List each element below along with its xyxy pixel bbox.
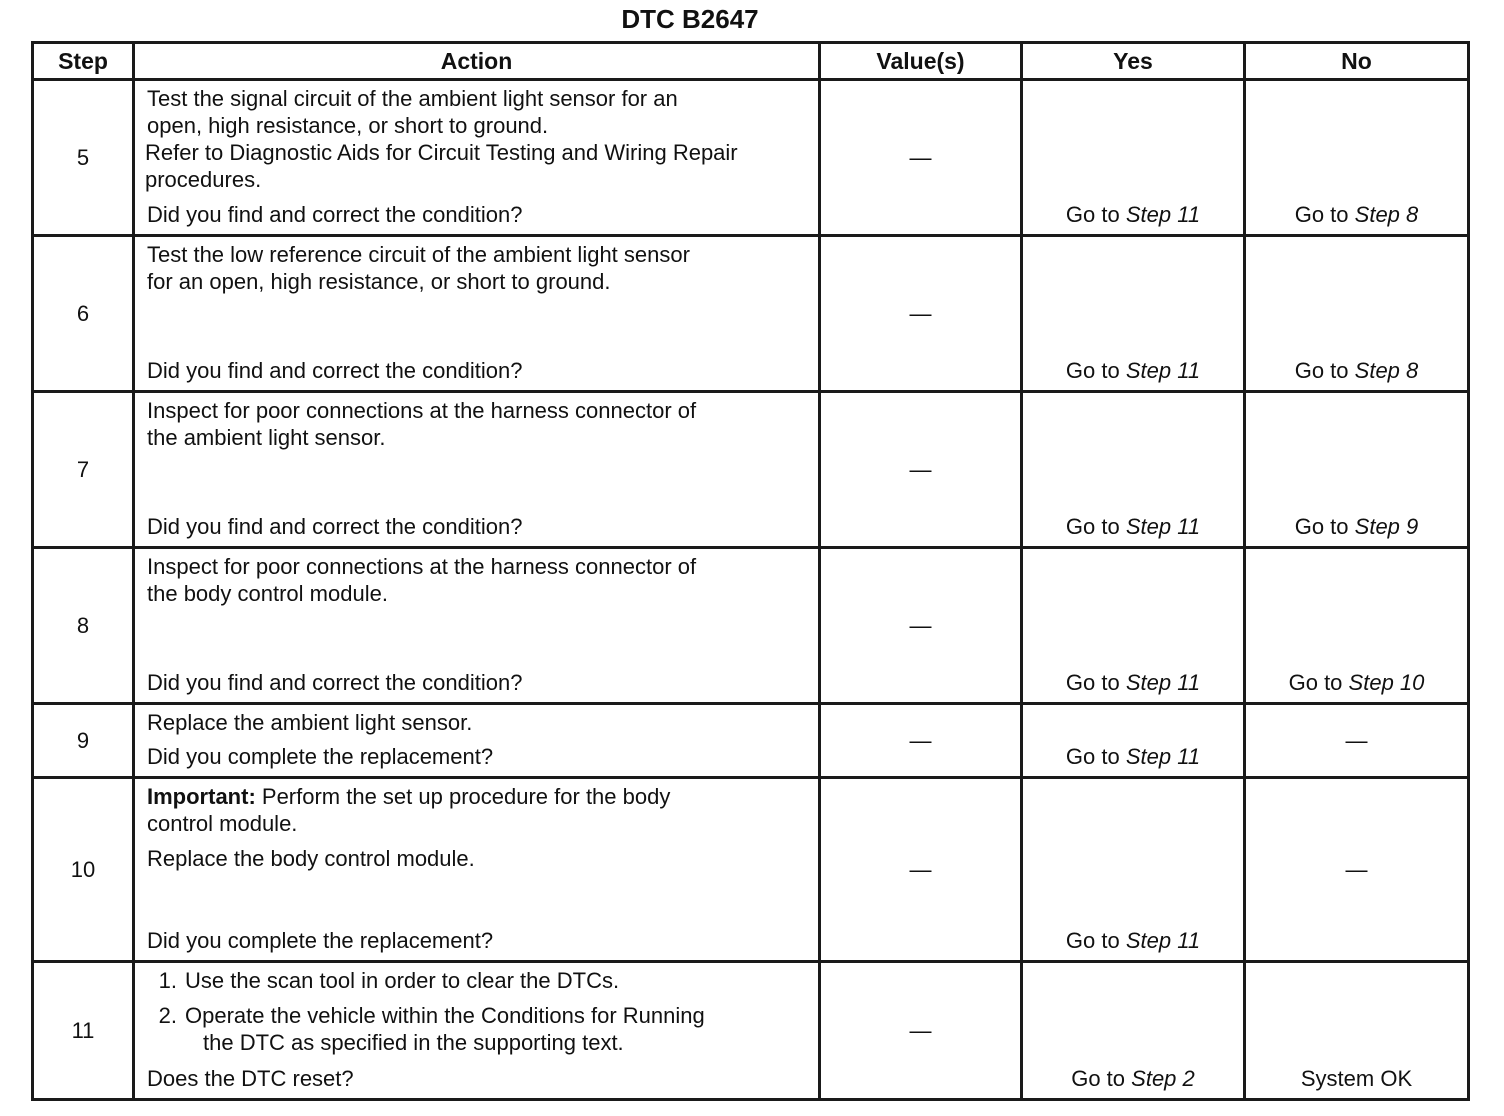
step-number: 8 [33,548,134,704]
action-cell [134,778,820,962]
page-title: DTC B2647 [621,4,759,34]
action-text: Replace the ambient light sensor. [147,710,473,735]
empty-value-dash: — [1345,727,1368,753]
yes-goto: Go to Step 11 [1065,514,1201,539]
header-row [33,43,1469,80]
yes-goto: Go to Step 11 [1065,928,1201,953]
list-item-continued: the DTC as specified in the supporting text. [203,1030,624,1055]
action-cell [134,80,820,236]
yes-goto: Go to Step 11 [1065,744,1201,769]
list-item: 2. Operate the vehicle within the Conditions for Running [158,1003,705,1028]
value-cell [820,704,1022,778]
empty-value-dash: — [909,1017,932,1043]
value-cell [820,80,1022,236]
no-cell [1245,778,1469,962]
action-text: procedures. [145,167,262,192]
no-goto: Go to Step 8 [1294,358,1419,383]
header-values: Value(s) [820,43,1022,80]
action-text: Test the signal circuit of the ambient light sensor for an [147,86,678,111]
table-row [33,80,1469,236]
yes-cell [1022,392,1245,548]
yes-cell [1022,704,1245,778]
no-cell [1245,236,1469,392]
empty-value-dash: — [909,727,932,753]
value-cell [820,548,1022,704]
action-text: the ambient light sensor. [147,425,386,450]
action-text: the body control module. [147,581,388,606]
no-cell [1245,80,1469,236]
no-cell [1245,548,1469,704]
no-cell [1245,392,1469,548]
no-cell [1245,704,1469,778]
header-yes: Yes [1022,43,1245,80]
action-text: Replace the body control module. [147,846,475,871]
yes-cell [1022,236,1245,392]
step-number: 5 [33,80,134,236]
empty-value-dash: — [1345,856,1368,882]
table-row [33,962,1469,1100]
action-question: Does the DTC reset? [147,1066,354,1091]
step-number: 10 [33,778,134,962]
action-question: Did you find and correct the condition? [147,514,523,539]
action-text: Refer to Diagnostic Aids for Circuit Testing and Wiring Repair [145,140,738,165]
action-text: for an open, high resistance, or short to ground. [147,269,611,294]
value-cell [820,778,1022,962]
no-goto: Go to Step 8 [1294,202,1419,227]
action-question: Did you find and correct the condition? [147,358,523,383]
empty-value-dash: — [909,856,932,882]
action-text: Important: Perform the set up procedure for the body [147,784,671,809]
action-text: open, high resistance, or short to ground. [147,113,549,138]
action-cell [134,548,820,704]
yes-cell [1022,548,1245,704]
action-text: control module. [147,811,298,836]
action-cell [134,704,820,778]
empty-value-dash: — [909,456,932,482]
yes-cell [1022,778,1245,962]
empty-value-dash: — [909,144,932,170]
table-row [33,704,1469,778]
yes-cell [1022,962,1245,1100]
no-goto: Go to Step 9 [1294,514,1419,539]
action-cell [134,962,820,1100]
yes-cell [1022,80,1245,236]
step-number: 11 [33,962,134,1100]
empty-value-dash: — [909,300,932,326]
value-cell [820,236,1022,392]
header-no: No [1245,43,1469,80]
no-cell [1245,962,1469,1100]
dtc-table [31,41,1470,1101]
table-row [33,548,1469,704]
step-number: 6 [33,236,134,392]
table-row [33,236,1469,392]
important-label: Important: [147,784,256,809]
value-cell [820,962,1022,1100]
action-question: Did you find and correct the condition? [147,670,523,695]
no-result: System OK [1300,1066,1413,1091]
step-number: 9 [33,704,134,778]
step-number: 7 [33,392,134,548]
yes-goto: Go to Step 11 [1065,202,1201,227]
yes-goto: Go to Step 11 [1065,670,1201,695]
action-text: Inspect for poor connections at the harness connector of [147,554,697,579]
yes-goto: Go to Step 2 [1071,1066,1195,1091]
value-cell [820,392,1022,548]
action-text: Inspect for poor connections at the harness connector of [147,398,697,423]
table-row [33,778,1469,962]
action-question: Did you complete the replacement? [147,744,494,769]
no-goto: Go to Step 10 [1288,670,1425,695]
action-text: Test the low reference circuit of the ambient light sensor [147,242,690,267]
table-row [33,392,1469,548]
empty-value-dash: — [909,612,932,638]
list-item: 1. Use the scan tool in order to clear the DTCs. [158,968,620,993]
header-step: Step [33,43,134,80]
action-cell [134,236,820,392]
header-action: Action [134,43,820,80]
yes-goto: Go to Step 11 [1065,358,1201,383]
action-question: Did you complete the replacement? [147,928,494,953]
action-question: Did you find and correct the condition? [147,202,523,227]
action-cell [134,392,820,548]
